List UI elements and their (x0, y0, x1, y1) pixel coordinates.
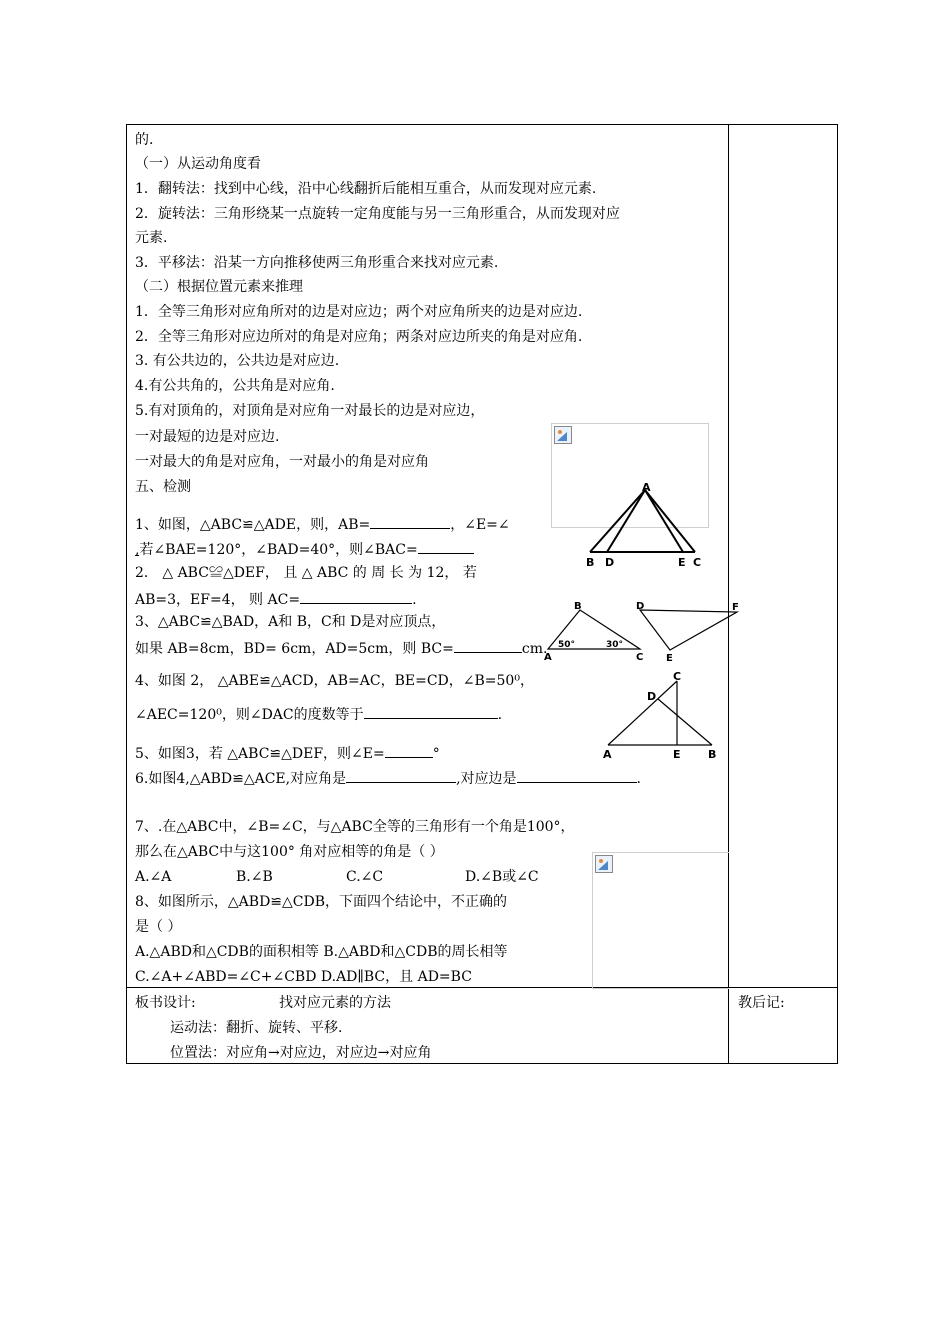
answer-blank[interactable] (300, 589, 412, 604)
question-text: ° (432, 746, 440, 762)
text-line: 一对最短的边是对应边. (135, 429, 280, 445)
fig2-label: D (647, 690, 657, 703)
fig3-label: E (666, 653, 673, 664)
answer-blank[interactable] (370, 514, 450, 529)
text-line: 3. 有公共边的，公共边是对应边. (135, 353, 340, 369)
fig2-edge-ac (608, 681, 677, 745)
question-7-cont: 那么在△ABC中与这100° 角对应相等的角是（ ） (135, 844, 444, 860)
text-line: 1．全等三角形对应角所对的边是对应边；两个对应角所夹的边是对应边. (135, 304, 583, 320)
fig2-label: E (673, 748, 681, 761)
answer-blank[interactable] (517, 768, 637, 783)
fig3-angle: 50° (558, 640, 576, 650)
image-placeholder (592, 852, 729, 989)
option-c[interactable]: C.∠C (346, 869, 384, 885)
question-text: 如果 AB=8cm，BD= 6cm，AD=5cm，则 BC= (135, 641, 454, 657)
fig2-label: B (708, 748, 717, 761)
option-ab[interactable]: A.△ABD和△CDB的面积相等 B.△ABD和△CDB的周长相等 (135, 944, 508, 960)
question-7: 7、.在△ABC中，∠B=∠C，与△ABC全等的三角形有一个角是100°， (135, 819, 575, 835)
question-4: 4、如图 2， △ABE≌△ACD，AB=AC，BE=CD，∠B=50⁰， (135, 673, 534, 689)
option-a[interactable]: A.∠A (135, 869, 172, 885)
fig1-edge (645, 490, 683, 552)
question-2: 2． △ ABC≌△DEF， 且 △ ABC 的 周 长 为 12， 若 (135, 565, 477, 581)
answer-blank[interactable] (346, 768, 456, 783)
question-text: 5、如图3，若 △ABC≌△DEF，则∠E= (135, 746, 385, 762)
question-text: ,对应边是 (456, 771, 517, 787)
text-line: 4.有公共角的，公共角是对应角. (135, 378, 335, 394)
fig2-label: C (673, 670, 682, 683)
question-2-cont (135, 589, 417, 609)
text-line: 1．翻转法：找到中心线，沿中心线翻折后能相互重合，从而发现对应元素. (135, 181, 597, 197)
fig1-edge (607, 490, 645, 552)
figure-3 (540, 598, 755, 666)
fig3-label: F (732, 602, 739, 613)
fig1-edge (645, 490, 695, 552)
fig1-label: C (693, 556, 702, 569)
question-3: 3、△ABC≌△BAD，A和 B，C和 D是对应顶点， (135, 614, 446, 630)
fig1-label: B (586, 556, 595, 569)
fig1-label: A (642, 481, 651, 494)
text-line: 一对最大的角是对应角，一对最小的角是对应角 (135, 454, 429, 470)
question-text: 6.如图4,△ABD≌△ACE,对应角是 (135, 771, 347, 787)
text-line: 的. (135, 132, 154, 148)
question-text: 1、如图，△ABC≌△ADE，则，AB= (135, 517, 371, 533)
question-text: AB=3，EF=4， 则 AC= (135, 592, 301, 608)
row-divider (126, 987, 838, 988)
figure-2 (600, 670, 725, 762)
section-heading: （二）根据位置元素来推理 (135, 279, 303, 295)
text-line: 5.有对顶角的，对顶角是对应角一对最长的边是对应边， (135, 403, 485, 419)
board-motion: 运动法：翻折、旋转、平移. (170, 1020, 343, 1036)
answer-blank[interactable] (418, 539, 474, 554)
option-d[interactable]: D.∠B或∠C (465, 869, 539, 885)
question-text: . (412, 592, 417, 608)
fig3-label: D (636, 601, 645, 612)
question-5 (135, 743, 440, 763)
question-text: . (636, 771, 641, 787)
fig1-label: E (678, 556, 686, 569)
board-label: 板书设计: (135, 995, 196, 1011)
fig3-label: B (574, 601, 582, 612)
fig3-triangle-def (640, 610, 737, 650)
answer-blank[interactable] (454, 638, 522, 653)
option-cd[interactable]: C.∠A+∠ABD=∠C+∠CBD D.AD∥BC，且 AD=BC (135, 969, 472, 985)
question-8: 8、如图所示，△ABD≌△CDB，下面四个结论中，不正确的 (135, 894, 508, 910)
question-1-cont (135, 539, 474, 559)
figure-1 (585, 480, 705, 570)
section-heading: （一）从运动角度看 (135, 156, 261, 172)
question-text: . (497, 707, 503, 723)
board-position: 位置法：对应角→对应边，对应边→对应角 (170, 1045, 432, 1061)
answer-blank[interactable]: , (135, 542, 140, 558)
question-text: ，∠E=∠ (450, 517, 510, 533)
question-text: cm. (521, 641, 548, 657)
option-b[interactable]: B.∠B (236, 869, 273, 885)
question-8-cont: 是（ ） (135, 919, 182, 935)
question-4-cont (135, 704, 502, 724)
question-text: 若∠BAE=120°，∠BAD=40°，则∠BAC= (139, 542, 418, 558)
broken-image-icon (554, 426, 572, 444)
question-6 (135, 768, 641, 788)
text-line: 元素. (135, 230, 168, 246)
text-line: 3．平移法：沿某一方向推移使两三角形重合来找对应元素. (135, 255, 499, 271)
text-line: 2．全等三角形对应边所对的角是对应角；两条对应边所夹的角是对应角. (135, 329, 583, 345)
fig3-label: C (636, 652, 644, 663)
text-line: 2．旋转法：三角形绕某一点旋转一定角度能与另一三角形重合，从而发现对应 (135, 206, 620, 222)
question-3-cont (135, 638, 547, 658)
answer-blank[interactable] (385, 743, 433, 758)
after-class-notes: 教后记: (738, 995, 785, 1011)
answer-blank[interactable] (364, 704, 498, 719)
broken-image-icon (595, 855, 613, 873)
fig2-label: A (603, 748, 612, 761)
fig3-angle: 30° (606, 640, 624, 650)
question-1 (135, 514, 510, 534)
board-title: 找对应元素的方法 (279, 995, 391, 1011)
question-text: ∠AEC=120⁰，则∠DAC的度数等于 (135, 707, 364, 723)
fig1-label: D (605, 556, 615, 569)
fig2-edge-db (658, 699, 712, 745)
section-heading: 五、检测 (135, 479, 191, 495)
fig1-edge (590, 490, 645, 552)
fig3-label: A (544, 652, 552, 663)
